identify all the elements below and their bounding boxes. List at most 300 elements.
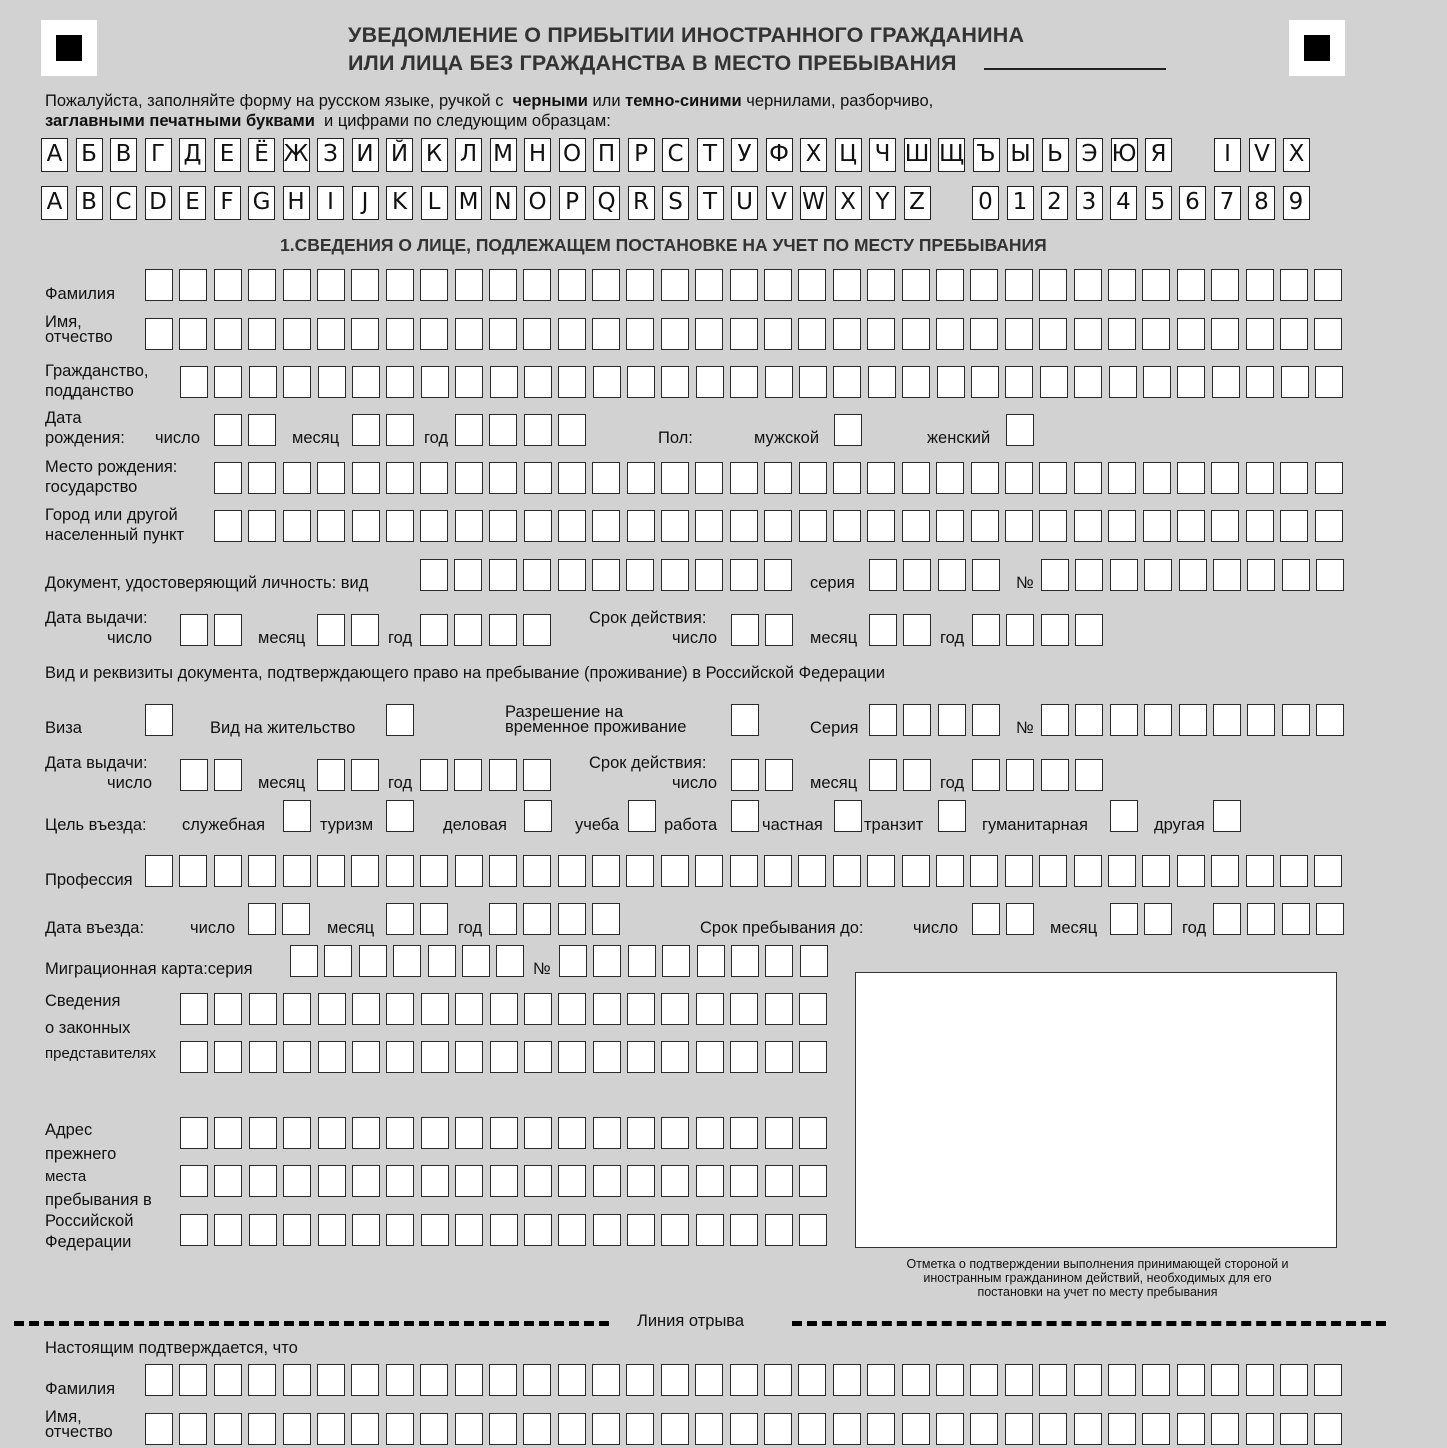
entry-cell[interactable] [1039, 855, 1067, 887]
entry-cell[interactable] [1316, 903, 1344, 935]
entry-cell[interactable] [626, 1364, 654, 1396]
entry-cell[interactable] [799, 1117, 827, 1149]
entry-cell[interactable] [1177, 269, 1205, 301]
entry-cell[interactable] [558, 1165, 586, 1197]
entry-cell[interactable] [661, 318, 689, 350]
entry-cell[interactable] [936, 855, 964, 887]
entry-cell[interactable] [1040, 366, 1068, 398]
entry-cell[interactable] [455, 1364, 483, 1396]
entry-cell[interactable] [765, 1214, 793, 1246]
entry-cell[interactable] [730, 1041, 758, 1073]
entry-cell[interactable] [1179, 704, 1207, 736]
entry-cell[interactable] [798, 269, 826, 301]
entry-cell[interactable] [730, 1117, 758, 1149]
entry-cell[interactable] [1212, 366, 1240, 398]
entry-cell[interactable] [462, 945, 490, 977]
entry-cell[interactable] [1144, 559, 1172, 591]
entry-cell[interactable] [1074, 269, 1102, 301]
entry-cell[interactable] [970, 855, 998, 887]
entry-cell[interactable] [249, 1214, 277, 1246]
entry-cell[interactable] [695, 1413, 723, 1445]
entry-cell[interactable] [1108, 1364, 1136, 1396]
entry-cell[interactable] [1144, 704, 1172, 736]
entry-cell[interactable] [318, 993, 346, 1025]
purpose-business-checkbox[interactable] [524, 800, 552, 832]
entry-cell[interactable] [1213, 903, 1241, 935]
entry-cell[interactable] [695, 318, 723, 350]
entry-cell[interactable] [1211, 1413, 1239, 1445]
entry-cell[interactable] [455, 1041, 483, 1073]
entry-cell[interactable] [1041, 614, 1069, 646]
entry-cell[interactable] [490, 1041, 518, 1073]
entry-cell[interactable] [628, 945, 656, 977]
entry-cell[interactable] [869, 704, 897, 736]
prev-address-cells-2[interactable] [180, 1165, 827, 1197]
issue-year-cells[interactable] [420, 614, 551, 646]
entry-cell[interactable] [627, 1041, 655, 1073]
permit-issue-year-cells[interactable] [420, 759, 551, 791]
entry-cell[interactable] [627, 366, 655, 398]
entry-cell[interactable] [1315, 366, 1343, 398]
entry-cell[interactable] [592, 903, 620, 935]
entry-cell[interactable] [1177, 318, 1205, 350]
entry-cell[interactable] [248, 1364, 276, 1396]
entry-cell[interactable] [938, 559, 966, 591]
entry-cell[interactable] [1282, 704, 1310, 736]
entry-cell[interactable] [351, 1413, 379, 1445]
entry-cell[interactable] [1108, 510, 1136, 542]
purpose-official-checkbox[interactable] [283, 800, 311, 832]
entry-cell[interactable] [1314, 318, 1342, 350]
entry-cell[interactable] [661, 269, 689, 301]
entry-cell[interactable] [1315, 462, 1343, 494]
entry-cell[interactable] [1005, 510, 1033, 542]
entry-cell[interactable] [593, 366, 621, 398]
entry-cell[interactable] [764, 855, 792, 887]
entry-cell[interactable] [214, 510, 242, 542]
entry-cell[interactable] [833, 1364, 861, 1396]
entry-cell[interactable] [765, 1117, 793, 1149]
entry-cell[interactable] [248, 269, 276, 301]
entry-cell[interactable] [696, 1165, 724, 1197]
entry-cell[interactable] [248, 855, 276, 887]
entry-cell[interactable] [1142, 269, 1170, 301]
prev-address-cells-1[interactable] [180, 1117, 827, 1149]
entry-cell[interactable] [1108, 318, 1136, 350]
entry-cell[interactable] [386, 704, 414, 736]
entry-cell[interactable] [386, 855, 414, 887]
entry-cell[interactable] [833, 855, 861, 887]
entry-cell[interactable] [145, 1413, 173, 1445]
entry-cell[interactable] [352, 993, 380, 1025]
entry-cell[interactable] [490, 1165, 518, 1197]
entry-cell[interactable] [1211, 318, 1239, 350]
entry-cell[interactable] [902, 855, 930, 887]
entry-cell[interactable] [249, 1117, 277, 1149]
entry-cell[interactable] [455, 510, 483, 542]
entry-cell[interactable] [627, 1165, 655, 1197]
entry-cell[interactable] [902, 510, 930, 542]
entry-cell[interactable] [697, 945, 725, 977]
purpose-private-checkbox[interactable] [834, 800, 862, 832]
entry-cell[interactable] [490, 993, 518, 1025]
stay-month-cells[interactable] [1110, 903, 1172, 935]
entry-cell[interactable] [283, 1117, 311, 1149]
entry-cell[interactable] [1280, 1364, 1308, 1396]
entry-cell[interactable] [489, 510, 517, 542]
entry-cell[interactable] [730, 366, 758, 398]
entry-cell[interactable] [1108, 462, 1136, 494]
permit-issue-day-cells[interactable] [180, 759, 242, 791]
entry-cell[interactable] [524, 366, 552, 398]
entry-cell[interactable] [318, 1165, 346, 1197]
entry-cell[interactable] [731, 759, 759, 791]
birth-month-cells[interactable] [352, 414, 414, 446]
entry-cell[interactable] [283, 855, 311, 887]
entry-cell[interactable] [1075, 559, 1103, 591]
entry-cell[interactable] [317, 1364, 345, 1396]
entry-cell[interactable] [867, 1413, 895, 1445]
entry-cell[interactable] [145, 269, 173, 301]
entry-cell[interactable] [290, 945, 318, 977]
entry-cell[interactable] [695, 510, 723, 542]
entry-cell[interactable] [593, 993, 621, 1025]
entry-cell[interactable] [833, 318, 861, 350]
entry-cell[interactable] [455, 414, 483, 446]
entry-cell[interactable] [558, 1041, 586, 1073]
entry-cell[interactable] [903, 704, 931, 736]
entry-cell[interactable] [799, 510, 827, 542]
surname-cells[interactable] [145, 269, 1342, 301]
entry-cell[interactable] [696, 1041, 724, 1073]
entry-cell[interactable] [627, 1214, 655, 1246]
entry-cell[interactable] [730, 1165, 758, 1197]
entry-cell[interactable] [393, 945, 421, 977]
entry-cell[interactable] [765, 614, 793, 646]
entry-cell[interactable] [283, 1041, 311, 1073]
entry-cell[interactable] [420, 510, 448, 542]
profession-cells[interactable] [145, 855, 1342, 887]
issue-month-cells[interactable] [317, 614, 379, 646]
entry-cell[interactable] [1143, 462, 1171, 494]
entry-cell[interactable] [798, 855, 826, 887]
entry-cell[interactable] [799, 1041, 827, 1073]
id-type-cells[interactable] [420, 559, 792, 591]
entry-cell[interactable] [1074, 366, 1102, 398]
entry-cell[interactable] [351, 1364, 379, 1396]
entry-cell[interactable] [420, 318, 448, 350]
birth-year-cells[interactable] [455, 414, 586, 446]
entry-cell[interactable] [1074, 318, 1102, 350]
entry-cell[interactable] [1142, 318, 1170, 350]
residence-checkbox[interactable] [386, 704, 414, 736]
entry-cell[interactable] [386, 1214, 414, 1246]
entry-cell[interactable] [799, 1165, 827, 1197]
entry-cell[interactable] [1211, 269, 1239, 301]
entry-cell[interactable] [558, 1117, 586, 1149]
entry-cell[interactable] [730, 993, 758, 1025]
entry-cell[interactable] [798, 1364, 826, 1396]
entry-cell[interactable] [179, 1364, 207, 1396]
entry-cell[interactable] [1177, 1364, 1205, 1396]
entry-cell[interactable] [523, 903, 551, 935]
entry-cell[interactable] [1316, 559, 1344, 591]
entry-cell[interactable] [145, 855, 173, 887]
entry-cell[interactable] [1280, 1413, 1308, 1445]
purpose-tourism-checkbox[interactable] [386, 800, 414, 832]
entry-cell[interactable] [1314, 855, 1342, 887]
entry-cell[interactable] [1280, 462, 1308, 494]
entry-cell[interactable] [489, 1364, 517, 1396]
entry-cell[interactable] [764, 318, 792, 350]
entry-cell[interactable] [1315, 510, 1343, 542]
entry-cell[interactable] [283, 993, 311, 1025]
entry-cell[interactable] [1039, 269, 1067, 301]
entry-cell[interactable] [524, 510, 552, 542]
entry-cell[interactable] [1041, 559, 1069, 591]
entry-cell[interactable] [1005, 462, 1033, 494]
entry-cell[interactable] [145, 1364, 173, 1396]
entry-cell[interactable] [180, 1214, 208, 1246]
entry-cell[interactable] [496, 945, 524, 977]
entry-cell[interactable] [970, 1364, 998, 1396]
entry-cell[interactable] [523, 318, 551, 350]
entry-cell[interactable] [869, 614, 897, 646]
entry-cell[interactable] [867, 855, 895, 887]
entry-cell[interactable] [214, 269, 242, 301]
entry-cell[interactable] [936, 1413, 964, 1445]
entry-cell[interactable] [695, 1364, 723, 1396]
entry-cell[interactable] [695, 462, 723, 494]
entry-cell[interactable] [558, 1413, 586, 1445]
entry-cell[interactable] [180, 366, 208, 398]
entry-cell[interactable] [626, 318, 654, 350]
entry-cell[interactable] [902, 462, 930, 494]
entry-cell[interactable] [903, 614, 931, 646]
entry-cell[interactable] [869, 759, 897, 791]
entry-cell[interactable] [283, 366, 311, 398]
entry-cell[interactable] [902, 318, 930, 350]
entry-cell[interactable] [1177, 855, 1205, 887]
entry-cell[interactable] [765, 366, 793, 398]
entry-cell[interactable] [1143, 366, 1171, 398]
entry-cell[interactable] [972, 704, 1000, 736]
validity-month-cells[interactable] [869, 614, 931, 646]
entry-cell[interactable] [902, 1364, 930, 1396]
entry-cell[interactable] [661, 1165, 689, 1197]
entry-cell[interactable] [558, 366, 586, 398]
entry-cell[interactable] [1177, 1413, 1205, 1445]
entry-cell[interactable] [1006, 759, 1034, 791]
entry-cell[interactable] [1280, 510, 1308, 542]
entry-cell[interactable] [490, 1214, 518, 1246]
issue-day-cells[interactable] [180, 614, 242, 646]
entry-cell[interactable] [833, 462, 861, 494]
entry-cell[interactable] [352, 510, 380, 542]
entry-cell[interactable] [764, 462, 792, 494]
entry-cell[interactable] [1314, 1364, 1342, 1396]
entry-cell[interactable] [730, 318, 758, 350]
purpose-study-checkbox[interactable] [628, 800, 656, 832]
entry-cell[interactable] [627, 1117, 655, 1149]
entry-cell[interactable] [352, 414, 380, 446]
validity-day-cells[interactable] [731, 614, 793, 646]
entry-cell[interactable] [421, 366, 449, 398]
entry-cell[interactable] [1041, 759, 1069, 791]
entry-cell[interactable] [903, 759, 931, 791]
entry-cell[interactable] [627, 462, 655, 494]
entry-cell[interactable] [592, 269, 620, 301]
entry-cell[interactable] [455, 855, 483, 887]
entry-cell[interactable] [592, 462, 620, 494]
entry-cell[interactable] [731, 704, 759, 736]
entry-cell[interactable] [420, 462, 448, 494]
entry-cell[interactable] [420, 1413, 448, 1445]
entry-cell[interactable] [386, 1041, 414, 1073]
entry-cell[interactable] [420, 269, 448, 301]
entry-cell[interactable] [695, 269, 723, 301]
entry-cell[interactable] [971, 462, 999, 494]
entry-cell[interactable] [214, 1214, 242, 1246]
entry-cell[interactable] [1247, 903, 1275, 935]
entry-cell[interactable] [214, 462, 242, 494]
entry-cell[interactable] [731, 800, 759, 832]
entry-cell[interactable] [833, 269, 861, 301]
entry-cell[interactable] [324, 945, 352, 977]
entry-cell[interactable] [1213, 704, 1241, 736]
entry-cell[interactable] [283, 1165, 311, 1197]
entry-cell[interactable] [248, 414, 276, 446]
entry-cell[interactable] [386, 366, 414, 398]
entry-cell[interactable] [970, 318, 998, 350]
entry-cell[interactable] [730, 855, 758, 887]
entry-cell[interactable] [249, 1165, 277, 1197]
entry-cell[interactable] [592, 559, 620, 591]
temporary-checkbox[interactable] [731, 704, 759, 736]
entry-cell[interactable] [523, 269, 551, 301]
entry-cell[interactable] [730, 559, 758, 591]
entry-cell[interactable] [455, 269, 483, 301]
entry-cell[interactable] [386, 510, 414, 542]
entry-cell[interactable] [1280, 318, 1308, 350]
entry-cell[interactable] [661, 559, 689, 591]
entry-cell[interactable] [454, 759, 482, 791]
entry-cell[interactable] [1282, 903, 1310, 935]
entry-cell[interactable] [1005, 269, 1033, 301]
entry-cell[interactable] [420, 1364, 448, 1396]
entry-cell[interactable] [317, 759, 345, 791]
entry-cell[interactable] [834, 800, 862, 832]
entry-cell[interactable] [695, 855, 723, 887]
entry-cell[interactable] [627, 510, 655, 542]
entry-cell[interactable] [249, 366, 277, 398]
entry-cell[interactable] [214, 1364, 242, 1396]
entry-cell[interactable] [351, 759, 379, 791]
entry-cell[interactable] [180, 1041, 208, 1073]
entry-cell[interactable] [593, 1117, 621, 1149]
entry-cell[interactable] [592, 1364, 620, 1396]
entry-cell[interactable] [523, 614, 551, 646]
entry-cell[interactable] [867, 462, 895, 494]
entry-cell[interactable] [420, 855, 448, 887]
entry-cell[interactable] [1074, 1364, 1102, 1396]
entry-cell[interactable] [386, 800, 414, 832]
entry-cell[interactable] [489, 903, 517, 935]
entry-cell[interactable] [696, 1117, 724, 1149]
entry-cell[interactable] [420, 759, 448, 791]
entry-cell[interactable] [661, 1364, 689, 1396]
entry-cell[interactable] [454, 559, 482, 591]
entry-cell[interactable] [972, 759, 1000, 791]
id-number-cells[interactable] [1041, 559, 1344, 591]
entry-cell[interactable] [833, 510, 861, 542]
entry-cell[interactable] [970, 1413, 998, 1445]
entry-cell[interactable] [1246, 1364, 1274, 1396]
entry-cell[interactable] [936, 318, 964, 350]
entry-cell[interactable] [869, 559, 897, 591]
permit-validity-month-cells[interactable] [869, 759, 931, 791]
entry-cell[interactable] [1211, 1364, 1239, 1396]
entry-cell[interactable] [661, 1041, 689, 1073]
entry-cell[interactable] [214, 993, 242, 1025]
entry-cell[interactable] [489, 614, 517, 646]
entry-cell[interactable] [524, 1117, 552, 1149]
permit-series-cells[interactable] [869, 704, 1000, 736]
entry-cell[interactable] [1109, 366, 1137, 398]
permit-validity-day-cells[interactable] [731, 759, 793, 791]
entry-cell[interactable] [1075, 704, 1103, 736]
entry-cell[interactable] [1005, 318, 1033, 350]
entry-cell[interactable] [1142, 855, 1170, 887]
entry-cell[interactable] [937, 366, 965, 398]
entry-cell[interactable] [489, 462, 517, 494]
entry-cell[interactable] [455, 1165, 483, 1197]
entry-cell[interactable] [1108, 269, 1136, 301]
entry-cell[interactable] [214, 366, 242, 398]
entry-cell[interactable] [730, 269, 758, 301]
entry-cell[interactable] [524, 1165, 552, 1197]
entry-cell[interactable] [318, 1214, 346, 1246]
entry-cell[interactable] [1179, 559, 1207, 591]
entry-cell[interactable] [1041, 704, 1069, 736]
entry-cell[interactable] [248, 462, 276, 494]
entry-cell[interactable] [386, 318, 414, 350]
entry-cell[interactable] [145, 318, 173, 350]
entry-cell[interactable] [455, 1413, 483, 1445]
entry-cell[interactable] [248, 510, 276, 542]
entry-cell[interactable] [730, 1364, 758, 1396]
entry-cell[interactable] [489, 759, 517, 791]
entry-cell[interactable] [593, 1041, 621, 1073]
entry-cell[interactable] [318, 366, 346, 398]
entry-cell[interactable] [283, 1413, 311, 1445]
confirmation-stamp-area[interactable] [855, 972, 1337, 1248]
entry-cell[interactable] [523, 559, 551, 591]
entry-cell[interactable] [626, 1413, 654, 1445]
entry-cell[interactable] [902, 1413, 930, 1445]
entry-cell[interactable] [386, 1117, 414, 1149]
entry-cell[interactable] [834, 414, 862, 446]
entry-cell[interactable] [386, 462, 414, 494]
entry-cell[interactable] [593, 1165, 621, 1197]
entry-cell[interactable] [558, 1364, 586, 1396]
entry-cell[interactable] [386, 1413, 414, 1445]
entry-cell[interactable] [180, 993, 208, 1025]
entry-cell[interactable] [1142, 1413, 1170, 1445]
male-checkbox[interactable] [834, 414, 862, 446]
entry-cell[interactable] [214, 1041, 242, 1073]
entry-cell[interactable] [248, 903, 276, 935]
